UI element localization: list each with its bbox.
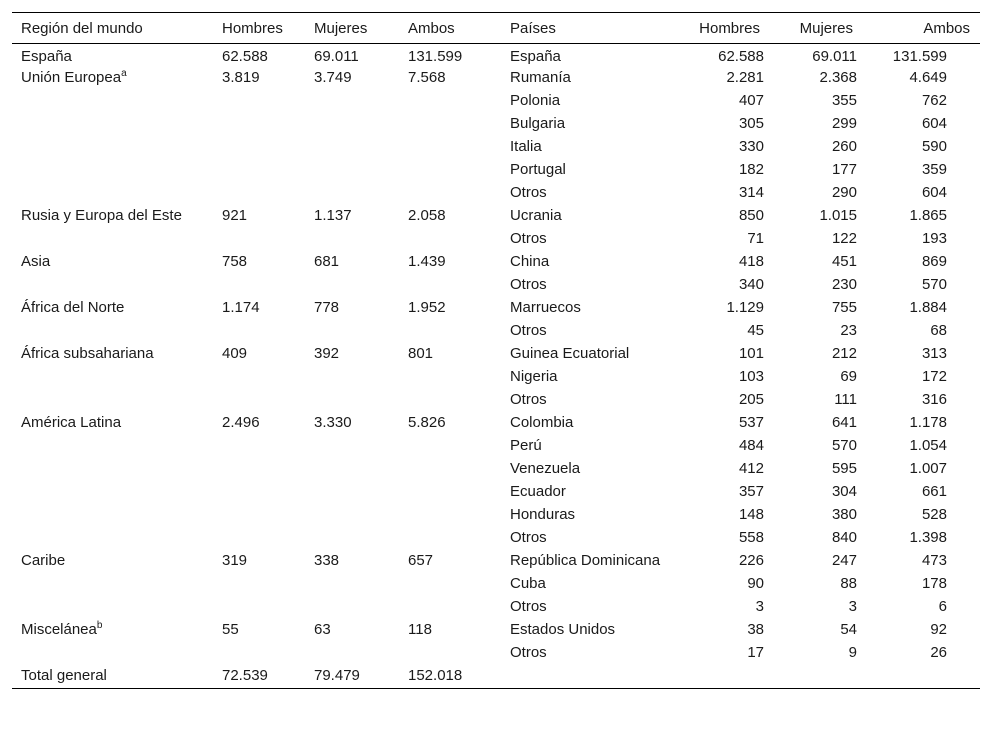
cell-region-ambos: 7.568	[408, 69, 446, 86]
cell-region	[12, 366, 213, 389]
cell-region-hombres	[213, 366, 305, 389]
cell-region-ambos	[399, 136, 501, 159]
header-paises: Países	[501, 13, 691, 44]
cell-pais-mujeres: 290	[831, 184, 857, 201]
table-row	[12, 297, 980, 320]
region-label: Unión Europea	[21, 69, 122, 86]
cell-pais-hombres: 62.588	[718, 48, 764, 65]
cell-region	[12, 550, 213, 573]
cell-pais-ambos: 590	[921, 138, 947, 155]
cell-region-ambos: 2.058	[408, 207, 446, 224]
cell-pais-mujeres: 1.015	[819, 207, 857, 224]
table-row	[12, 44, 980, 68]
cell-region-ambos	[399, 527, 501, 550]
cell-region-mujeres: 338	[314, 552, 340, 569]
cell-pais-mujeres: 122	[831, 230, 857, 247]
header-mujeres: Mujeres	[305, 13, 399, 44]
cell-pais: Rumanía	[510, 69, 571, 86]
cell-region-ambos	[399, 90, 501, 113]
cell-pais: Polonia	[510, 92, 561, 109]
cell-region	[12, 573, 213, 596]
cell-region	[12, 527, 213, 550]
cell-pais-ambos: 316	[921, 391, 947, 408]
cell-pais-hombres: 850	[738, 207, 764, 224]
cell-pais-ambos: 1.054	[909, 437, 947, 454]
cell-pais-mujeres: 595	[831, 460, 857, 477]
table-row	[12, 504, 980, 527]
cell-pais-hombres: 407	[738, 92, 764, 109]
cell-pais-hombres: 90	[747, 575, 764, 592]
cell-region-mujeres	[305, 274, 399, 297]
region-label: Rusia y Europa del Este	[21, 207, 182, 224]
cell-region-hombres: 55	[222, 621, 239, 638]
cell-pais-mujeres: 69	[840, 368, 857, 385]
cell-region-ambos	[399, 596, 501, 619]
cell-pais: Colombia	[510, 414, 574, 431]
cell-region-ambos	[399, 481, 501, 504]
cell-pais: Ucrania	[510, 207, 562, 224]
cell-pais-mujeres: 88	[840, 575, 857, 592]
cell-region-ambos	[399, 573, 501, 596]
table-row	[12, 550, 980, 573]
cell-pais-mujeres: 451	[831, 253, 857, 270]
table-row	[12, 412, 980, 435]
cell-pais: Otros	[510, 276, 547, 293]
cell-pais-hombres: 205	[738, 391, 764, 408]
table-row	[12, 665, 980, 689]
cell-region-mujeres	[305, 504, 399, 527]
table-row	[12, 435, 980, 458]
cell-region-ambos: 118	[408, 621, 432, 638]
cell-region	[12, 481, 213, 504]
table-header	[12, 13, 980, 44]
data-table	[12, 12, 980, 689]
cell-pais-hombres: 558	[738, 529, 764, 546]
cell-pais-mujeres: 840	[831, 529, 857, 546]
cell-region-ambos	[399, 389, 501, 412]
cell-region-hombres: 3.819	[222, 69, 260, 86]
cell-region	[12, 136, 213, 159]
table-row	[12, 573, 980, 596]
cell-pais-ambos: 1.865	[909, 207, 947, 224]
cell-region-hombres	[213, 596, 305, 619]
cell-pais-mujeres: 641	[831, 414, 857, 431]
cell-pais-mujeres: 299	[831, 115, 857, 132]
cell-pais-mujeres: 755	[831, 299, 857, 316]
cell-pais: Otros	[510, 391, 547, 408]
cell-region	[12, 435, 213, 458]
cell-pais: Honduras	[510, 506, 576, 523]
cell-pais-mujeres: 3	[848, 598, 857, 615]
region-label: Caribe	[21, 552, 66, 569]
cell-region-mujeres	[305, 228, 399, 251]
cell-pais-hombres: 314	[738, 184, 764, 201]
table-row	[12, 642, 980, 665]
cell-region-ambos	[399, 642, 501, 665]
cell-pais-hombres: 71	[747, 230, 764, 247]
table-row	[12, 596, 980, 619]
cell-region	[12, 320, 213, 343]
cell-region-hombres	[213, 389, 305, 412]
cell-region-hombres	[213, 481, 305, 504]
cell-pais: Portugal	[510, 161, 566, 178]
cell-region-hombres	[213, 113, 305, 136]
cell-region-ambos	[399, 320, 501, 343]
cell-region-hombres: 409	[222, 345, 248, 362]
cell-pais: Nigeria	[510, 368, 558, 385]
cell-region-ambos	[399, 366, 501, 389]
cell-region	[12, 343, 213, 366]
cell-region-hombres	[213, 320, 305, 343]
cell-pais-mujeres: 230	[831, 276, 857, 293]
cell-pais-hombres: 3	[755, 598, 764, 615]
cell-pais-ambos: 762	[921, 92, 947, 109]
cell-pais-mujeres: 247	[831, 552, 857, 569]
cell-pais: Venezuela	[510, 460, 581, 477]
cell-region	[12, 251, 213, 274]
cell-pais: Otros	[510, 644, 547, 661]
cell-region-mujeres	[305, 90, 399, 113]
cell-pais: Cuba	[510, 575, 546, 592]
cell-pais-ambos: 869	[921, 253, 947, 270]
cell-pais	[501, 665, 691, 689]
cell-pais-ambos: 172	[921, 368, 947, 385]
cell-pais-hombres: 537	[738, 414, 764, 431]
cell-pais-hombres: 103	[738, 368, 764, 385]
table-row	[12, 274, 980, 297]
cell-pais-hombres: 305	[738, 115, 764, 132]
cell-region-hombres: 921	[222, 207, 248, 224]
region-label: África subsahariana	[21, 345, 154, 362]
cell-region-mujeres: 681	[314, 253, 340, 270]
cell-pais-ambos: 1.007	[909, 460, 947, 477]
cell-region-hombres	[213, 642, 305, 665]
cell-region-mujeres: 3.330	[314, 414, 352, 431]
cell-pais: Marruecos	[510, 299, 581, 316]
cell-pais-ambos: 604	[921, 184, 947, 201]
cell-region-mujeres	[305, 136, 399, 159]
cell-pais-mujeres: 355	[831, 92, 857, 109]
cell-pais-ambos: 92	[930, 621, 947, 638]
table-row	[12, 320, 980, 343]
cell-region-ambos	[399, 504, 501, 527]
cell-pais: Guinea Ecuatorial	[510, 345, 630, 362]
cell-region-ambos	[399, 435, 501, 458]
cell-region	[12, 665, 213, 689]
cell-pais-mujeres: 304	[831, 483, 857, 500]
cell-region	[12, 44, 213, 68]
cell-region-mujeres	[305, 642, 399, 665]
cell-pais-hombres: 101	[738, 345, 764, 362]
footnote-marker: a	[121, 68, 127, 79]
cell-region-hombres: 2.496	[222, 414, 260, 431]
cell-pais-mujeres: 570	[831, 437, 857, 454]
cell-pais: Ecuador	[510, 483, 566, 500]
header-paises-ambos: Ambos	[863, 13, 980, 44]
cell-pais-ambos: 1.884	[909, 299, 947, 316]
cell-pais-hombres	[691, 665, 770, 689]
cell-region	[12, 504, 213, 527]
table-row	[12, 136, 980, 159]
cell-pais-hombres: 484	[738, 437, 764, 454]
header-hombres: Hombres	[213, 13, 305, 44]
cell-region	[12, 182, 213, 205]
cell-region-ambos: 1.952	[408, 299, 446, 316]
cell-region-mujeres: 69.011	[314, 48, 359, 65]
cell-region-ambos: 1.439	[408, 253, 446, 270]
cell-region-mujeres	[305, 182, 399, 205]
cell-region	[12, 205, 213, 228]
cell-region-hombres	[213, 458, 305, 481]
cell-region-hombres	[213, 274, 305, 297]
cell-region-mujeres	[305, 573, 399, 596]
cell-region-ambos	[399, 458, 501, 481]
cell-region	[12, 159, 213, 182]
cell-pais: Otros	[510, 598, 547, 615]
cell-pais-mujeres: 177	[831, 161, 857, 178]
cell-region-ambos: 657	[408, 552, 434, 569]
cell-pais: Bulgaria	[510, 115, 566, 132]
cell-pais-ambos: 178	[921, 575, 947, 592]
table-row	[12, 182, 980, 205]
cell-region-hombres	[213, 527, 305, 550]
cell-region-mujeres	[305, 596, 399, 619]
cell-pais-mujeres: 380	[831, 506, 857, 523]
cell-pais: Otros	[510, 529, 547, 546]
table-row	[12, 251, 980, 274]
cell-pais-hombres: 412	[738, 460, 764, 477]
cell-pais-mujeres: 2.368	[819, 69, 857, 86]
cell-region-mujeres	[305, 435, 399, 458]
table-row	[12, 343, 980, 366]
header-region: Región del mundo	[12, 13, 213, 44]
cell-region-mujeres	[305, 481, 399, 504]
region-label: España	[21, 48, 72, 65]
cell-region-hombres	[213, 573, 305, 596]
table-row	[12, 366, 980, 389]
cell-region	[12, 228, 213, 251]
cell-pais-hombres: 2.281	[726, 69, 764, 86]
cell-pais-hombres: 38	[747, 621, 764, 638]
table-row	[12, 113, 980, 136]
cell-pais-hombres: 330	[738, 138, 764, 155]
cell-pais-hombres: 45	[747, 322, 764, 339]
cell-pais-mujeres: 69.011	[812, 48, 857, 65]
table-row	[12, 90, 980, 113]
cell-pais-ambos: 26	[930, 644, 947, 661]
cell-pais-ambos: 359	[921, 161, 947, 178]
cell-region-mujeres	[305, 527, 399, 550]
cell-region-hombres	[213, 90, 305, 113]
cell-region-ambos	[399, 113, 501, 136]
cell-pais-hombres: 226	[738, 552, 764, 569]
cell-pais-mujeres: 212	[831, 345, 857, 362]
header-paises-hombres: Hombres	[691, 13, 770, 44]
cell-region-mujeres	[305, 159, 399, 182]
cell-region-ambos: 131.599	[408, 48, 463, 65]
cell-region	[12, 619, 213, 642]
cell-region-hombres	[213, 136, 305, 159]
cell-region-hombres	[213, 504, 305, 527]
cell-pais: Italia	[510, 138, 542, 155]
cell-region-mujeres	[305, 366, 399, 389]
cell-pais: China	[510, 253, 550, 270]
footnote-marker: b	[96, 620, 103, 631]
cell-pais-ambos	[863, 665, 980, 689]
cell-pais-ambos: 1.178	[909, 414, 947, 431]
cell-region	[12, 90, 213, 113]
cell-pais-hombres: 17	[747, 644, 764, 661]
cell-region	[12, 458, 213, 481]
region-label: Miscelánea	[21, 621, 97, 638]
cell-pais-ambos: 604	[921, 115, 947, 132]
cell-pais-hombres: 182	[738, 161, 764, 178]
cell-pais-mujeres: 9	[848, 644, 857, 661]
cell-pais-mujeres: 260	[831, 138, 857, 155]
cell-pais-ambos: 4.649	[909, 69, 947, 86]
cell-region	[12, 596, 213, 619]
cell-region-ambos	[399, 159, 501, 182]
cell-pais-ambos: 68	[930, 322, 947, 339]
cell-region-mujeres	[305, 458, 399, 481]
cell-region-mujeres: 1.137	[314, 207, 352, 224]
cell-pais: República Dominicana	[510, 552, 661, 569]
cell-region-hombres	[213, 435, 305, 458]
cell-region	[12, 297, 213, 320]
table-row	[12, 205, 980, 228]
cell-region-mujeres: 63	[314, 621, 331, 638]
cell-pais-hombres: 148	[738, 506, 764, 523]
cell-pais-ambos: 131.599	[892, 48, 947, 65]
table-row	[12, 389, 980, 412]
cell-region-hombres: 319	[222, 552, 248, 569]
cell-region	[12, 642, 213, 665]
cell-region-ambos	[399, 182, 501, 205]
header-paises-mujeres: Mujeres	[770, 13, 863, 44]
cell-region	[12, 389, 213, 412]
cell-pais: Perú	[510, 437, 542, 454]
region-label: Total general	[21, 667, 107, 684]
cell-region-mujeres: 778	[314, 299, 340, 316]
table-row	[12, 159, 980, 182]
cell-pais: Otros	[510, 230, 547, 247]
cell-region-hombres: 1.174	[222, 299, 260, 316]
cell-region-ambos: 801	[408, 345, 434, 362]
table-row	[12, 527, 980, 550]
header-row	[12, 13, 980, 44]
table-row	[12, 228, 980, 251]
cell-region	[12, 67, 213, 90]
cell-region-ambos: 152.018	[399, 665, 501, 689]
cell-pais: Otros	[510, 184, 547, 201]
cell-pais-hombres: 418	[738, 253, 764, 270]
table-row	[12, 67, 980, 90]
cell-pais-hombres: 357	[738, 483, 764, 500]
cell-region-hombres: 758	[222, 253, 248, 270]
cell-region-ambos	[399, 274, 501, 297]
cell-pais-ambos: 473	[921, 552, 947, 569]
cell-pais-ambos: 528	[921, 506, 947, 523]
cell-pais-ambos: 6	[938, 598, 947, 615]
cell-pais-mujeres	[770, 665, 863, 689]
cell-pais-mujeres: 54	[840, 621, 857, 638]
cell-region-mujeres	[305, 113, 399, 136]
cell-region-hombres	[213, 228, 305, 251]
region-label: Asia	[21, 253, 51, 270]
table-row	[12, 458, 980, 481]
cell-region	[12, 274, 213, 297]
cell-region-hombres	[213, 159, 305, 182]
cell-pais-ambos: 570	[921, 276, 947, 293]
cell-region-ambos: 5.826	[408, 414, 446, 431]
region-label: África del Norte	[21, 299, 125, 316]
cell-pais-ambos: 1.398	[909, 529, 947, 546]
cell-region-mujeres	[305, 320, 399, 343]
cell-region	[12, 412, 213, 435]
cell-region	[12, 113, 213, 136]
cell-pais: Otros	[510, 322, 547, 339]
cell-pais-ambos: 661	[921, 483, 947, 500]
cell-pais: España	[510, 48, 561, 65]
table-body	[12, 44, 980, 689]
cell-region-mujeres: 79.479	[305, 665, 399, 689]
cell-region-hombres	[213, 182, 305, 205]
cell-pais-hombres: 1.129	[726, 299, 764, 316]
cell-region-ambos	[399, 228, 501, 251]
cell-region-hombres: 72.539	[213, 665, 305, 689]
cell-region-hombres: 62.588	[222, 48, 268, 65]
table-row	[12, 481, 980, 504]
cell-pais-mujeres: 23	[840, 322, 857, 339]
cell-region-mujeres	[305, 389, 399, 412]
cell-pais-hombres: 340	[738, 276, 764, 293]
region-label: América Latina	[21, 414, 122, 431]
cell-pais-ambos: 193	[921, 230, 947, 247]
cell-pais-mujeres: 111	[834, 391, 857, 408]
cell-region-mujeres: 3.749	[314, 69, 352, 86]
cell-pais-ambos: 313	[921, 345, 947, 362]
cell-pais: Estados Unidos	[510, 621, 616, 638]
header-ambos: Ambos	[399, 13, 501, 44]
cell-region-mujeres: 392	[314, 345, 340, 362]
table-row	[12, 619, 980, 642]
